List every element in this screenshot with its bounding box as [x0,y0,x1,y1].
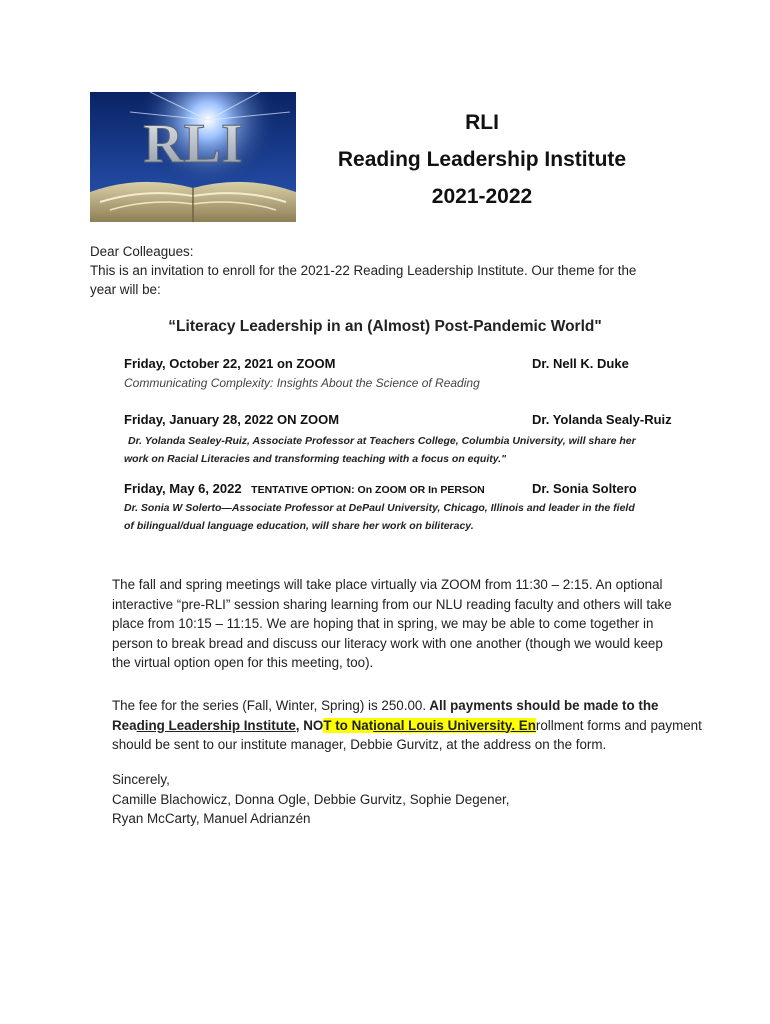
highlighted-text: T to Nat [323,717,374,733]
payee-text: Rea [112,717,137,733]
event-description: Communicating Complexity: Insights About the Science of Reading [124,376,480,390]
invitation-line: year will be: [90,282,161,297]
event-description [124,432,684,468]
paragraph-line: place from 10:15 – 11:15. We are hoping that in spring, we may be able to come together in [112,616,654,631]
payment-instruction: All payments should be made to the [426,698,659,713]
signatories: Ryan McCarty, Manuel Adrianzén [112,811,311,826]
event-date-text: Friday, May 6, 2022 [124,481,242,496]
event-speaker: Dr. Nell K. Duke [532,356,629,371]
paragraph-line [112,716,712,736]
theme-heading: “Literacy Leadership in an (Almost) Post-Pandemic World" [168,318,602,335]
event-description-line: Dr. Yolanda Sealey-Ruiz, Associate Professor at Teachers College, Columbia University, will share her [128,435,636,447]
event-speaker: Dr. Sonia Soltero [532,481,637,496]
paragraph-line: The fall and spring meetings will take place virtually via ZOOM from 11:30 – 2:15. An optional [112,577,663,592]
enrollment-text: rollment forms and payment [535,717,702,733]
logo-letters: RLI [143,113,243,175]
event-description-line: work on Racial Literacies and transforming teaching with a focus on equity." [124,453,507,465]
event-format-note: TENTATIVE OPTION: On ZOOM OR In PERSON [251,484,485,496]
event-description-line: Dr. Sonia W Solerto—Associate Professor at DePaul University, Chicago, Illinois and leader in the field [124,502,635,514]
highlighted-underlined-text: ional Louis University. En [373,717,536,733]
event-description-line: of bilingual/dual language education, will share her work on biliteracy. [124,520,474,532]
event-date: Friday, January 28, 2022 ON ZOOM [124,412,340,427]
closing: Sincerely, [112,772,170,787]
paragraph-line: should be sent to our institute manager, Debbie Gurvitz, at the address on the form. [112,737,607,752]
paragraph-line [112,696,712,716]
title-institute: Reading Leadership Institute [337,148,627,171]
event-date [124,481,485,496]
title-acronym: RLI [465,111,499,134]
event-description [124,499,684,535]
invitation-line: This is an invitation to enroll for the 2021-22 Reading Leadership Institute. Our theme for the [90,263,637,278]
signatories: Camille Blachowicz, Donna Ogle, Debbie Gurvitz, Sophie Degener, [112,791,510,807]
signoff [112,770,509,829]
paragraph-line: the virtual option open for this meeting, too). [112,655,374,670]
title-block [300,104,664,215]
invitation-text [90,261,680,299]
paragraph-line: person to break bread and discuss our literacy work with one another (though we would keep [112,635,663,651]
event-speaker: Dr. Yolanda Sealy-Ruiz [532,412,672,427]
title-year: 2021-2022 [431,185,533,208]
fee-amount-text: The fee for the series (Fall, Winter, Spring) is 250.00. [112,698,427,713]
payee-text: , NO [295,717,324,733]
rli-logo [90,92,296,222]
schedule-paragraph [112,575,712,673]
greeting: Dear Colleagues: [90,244,194,259]
event-date: Friday, October 22, 2021 on ZOOM [124,356,336,371]
rli-logo-image [90,92,296,222]
fee-paragraph [112,696,712,755]
payee-underlined: ding Leadership Institute [136,717,296,733]
paragraph-line: interactive “pre-RLI” session sharing learning from our NLU reading faculty and others will take [112,596,672,612]
